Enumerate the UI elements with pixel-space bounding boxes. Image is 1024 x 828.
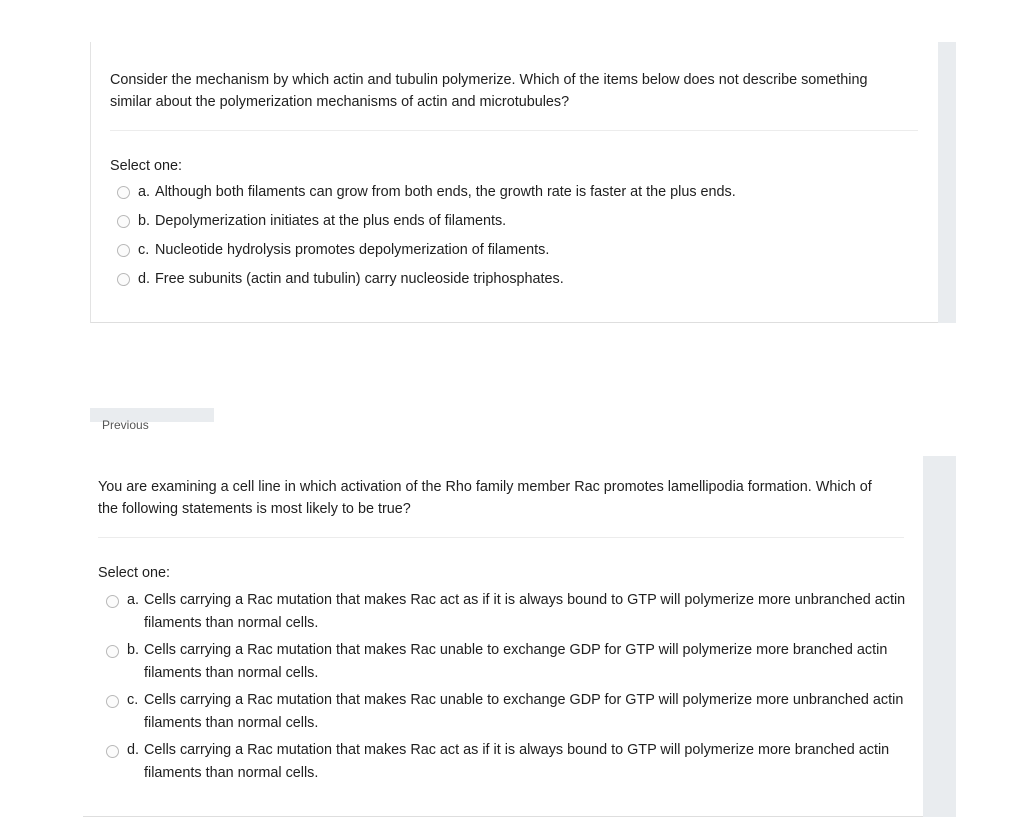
option-letter: a. bbox=[127, 592, 140, 608]
question-1-divider bbox=[110, 130, 918, 131]
question-card-2 bbox=[83, 456, 923, 817]
option-text: Free subunits (actin and tubulin) carry nucleoside triphosphates. bbox=[155, 271, 564, 287]
option-letter: b. bbox=[138, 213, 151, 229]
radio-button[interactable] bbox=[106, 695, 119, 708]
option-label[interactable] bbox=[138, 240, 549, 260]
question-1-answers bbox=[117, 182, 917, 298]
radio-button[interactable] bbox=[117, 215, 130, 228]
radio-button[interactable] bbox=[106, 595, 119, 608]
option-text: Cells carrying a Rac mutation that makes Rac unable to exchange GDP for GTP will polymerize more unbranched actin filaments than normal cells. bbox=[144, 692, 904, 731]
option-letter: d. bbox=[127, 742, 140, 758]
option-letter: c. bbox=[138, 242, 150, 258]
option-label[interactable] bbox=[138, 182, 736, 202]
option-letter: c. bbox=[127, 692, 139, 708]
question-2-prompt: Select one: bbox=[98, 565, 171, 581]
question-1-side-panel bbox=[938, 42, 956, 323]
option-text: Although both filaments can grow from both ends, the growth rate is faster at the plus ends. bbox=[155, 184, 736, 200]
option-label[interactable] bbox=[138, 211, 506, 231]
question-2-text: You are examining a cell line in which activation of the Rho family member Rac promotes lamellipodia formation. Which of the following statements is most likely to be true? bbox=[98, 479, 872, 517]
option-text: Cells carrying a Rac mutation that makes Rac unable to exchange GDP for GTP will polymerize more branched actin filaments than normal cells. bbox=[144, 642, 888, 681]
option-label[interactable] bbox=[127, 639, 916, 685]
question-2-option-c[interactable] bbox=[106, 689, 916, 739]
radio-button[interactable] bbox=[117, 186, 130, 199]
radio-button[interactable] bbox=[106, 645, 119, 658]
radio-button[interactable] bbox=[117, 244, 130, 257]
question-1-prompt: Select one: bbox=[110, 158, 183, 174]
previous-tab-label: Previous bbox=[102, 418, 149, 432]
radio-button[interactable] bbox=[117, 273, 130, 286]
question-2-side-panel bbox=[923, 456, 956, 817]
question-2-divider bbox=[98, 537, 904, 538]
option-label[interactable] bbox=[127, 739, 916, 785]
option-text: Cells carrying a Rac mutation that makes Rac act as if it is always bound to GTP will polymerize more branched actin filaments than normal cells. bbox=[144, 742, 890, 781]
question-2-answers bbox=[106, 589, 916, 789]
option-text: Depolymerization initiates at the plus ends of filaments. bbox=[155, 213, 507, 229]
option-text: Nucleotide hydrolysis promotes depolymerization of filaments. bbox=[155, 242, 550, 258]
question-1-option-d[interactable] bbox=[117, 269, 917, 298]
question-1-option-a[interactable] bbox=[117, 182, 917, 211]
question-2-option-b[interactable] bbox=[106, 639, 916, 689]
question-2-option-d[interactable] bbox=[106, 739, 916, 789]
question-1-option-c[interactable] bbox=[117, 240, 917, 269]
option-letter: d. bbox=[138, 271, 151, 287]
option-letter: a. bbox=[138, 184, 151, 200]
option-label[interactable] bbox=[127, 689, 916, 735]
option-letter: b. bbox=[127, 642, 140, 658]
option-label[interactable] bbox=[138, 269, 564, 289]
option-text: Cells carrying a Rac mutation that makes Rac act as if it is always bound to GTP will polymerize more unbranched actin filaments than normal cells. bbox=[144, 592, 906, 631]
question-1-option-b[interactable] bbox=[117, 211, 917, 240]
question-2-option-a[interactable] bbox=[106, 589, 916, 639]
option-label[interactable] bbox=[127, 589, 916, 635]
radio-button[interactable] bbox=[106, 745, 119, 758]
previous-tab[interactable] bbox=[90, 408, 214, 432]
question-1-text: Consider the mechanism by which actin and tubulin polymerize. Which of the items below does not describe something similar about the polymerization mechanisms of actin and microtubules? bbox=[110, 72, 868, 110]
question-card-1 bbox=[90, 42, 939, 323]
